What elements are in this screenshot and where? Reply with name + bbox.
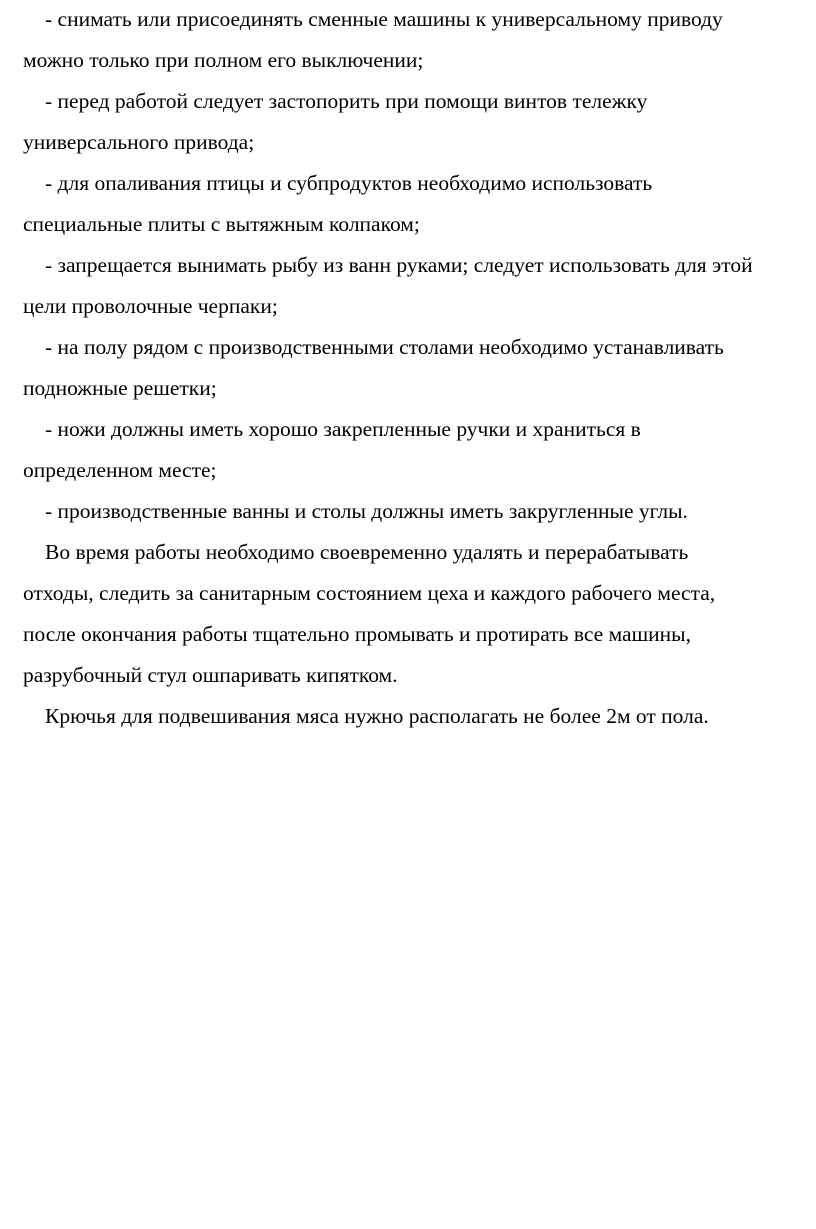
text-line: Крючья для подвешивания мяса нужно располагать не более 2м от пола. (45, 704, 709, 728)
paragraph-floor-grates (1, 327, 813, 409)
paragraph-cart-lock (1, 81, 813, 163)
text-line: подножные решетки; (23, 376, 217, 400)
text-line: Во время работы необходимо своевременно удалять и перерабатывать (45, 540, 689, 564)
text-line: - производственные ванны и столы должны иметь закругленные углы. (45, 499, 688, 523)
text-line: можно только при полном его выключении; (23, 48, 424, 72)
text-line: - перед работой следует застопорить при помощи винтов тележку (45, 89, 648, 113)
text-line: цели проволочные черпаки; (23, 294, 278, 318)
text-line: - для опаливания птицы и субпродуктов необходимо использовать (45, 171, 653, 195)
text-line: специальные плиты с вытяжным колпаком; (23, 212, 420, 236)
paragraph-knives (1, 409, 813, 491)
text-line: - запрещается вынимать рыбу из ванн руками; следует использовать для этой (45, 253, 753, 277)
text-line: отходы, следить за санитарным состоянием цеха и каждого рабочего места, (23, 581, 716, 605)
text-line: определенном месте; (23, 458, 217, 482)
paragraph-sanitation (1, 532, 813, 696)
text-line: разрубочный стул ошпаривать кипятком. (23, 663, 398, 687)
text-line: универсального привода; (23, 130, 255, 154)
text-line: после окончания работы тщательно промывать и протирать все машины, (23, 622, 691, 646)
paragraph-meat-hooks (1, 696, 813, 737)
text-line: - на полу рядом с производственными столами необходимо устанавливать (45, 335, 724, 359)
document-body (1, 0, 813, 737)
text-line: - снимать или присоединять сменные машины к универсальному приводу (45, 7, 723, 31)
paragraph-rounded-corners (1, 491, 813, 532)
paragraph-machine-replacement (1, 0, 813, 81)
text-line: - ножи должны иметь хорошо закрепленные ручки и храниться в (45, 417, 641, 441)
paragraph-fish-removal (1, 245, 813, 327)
paragraph-singeing (1, 163, 813, 245)
